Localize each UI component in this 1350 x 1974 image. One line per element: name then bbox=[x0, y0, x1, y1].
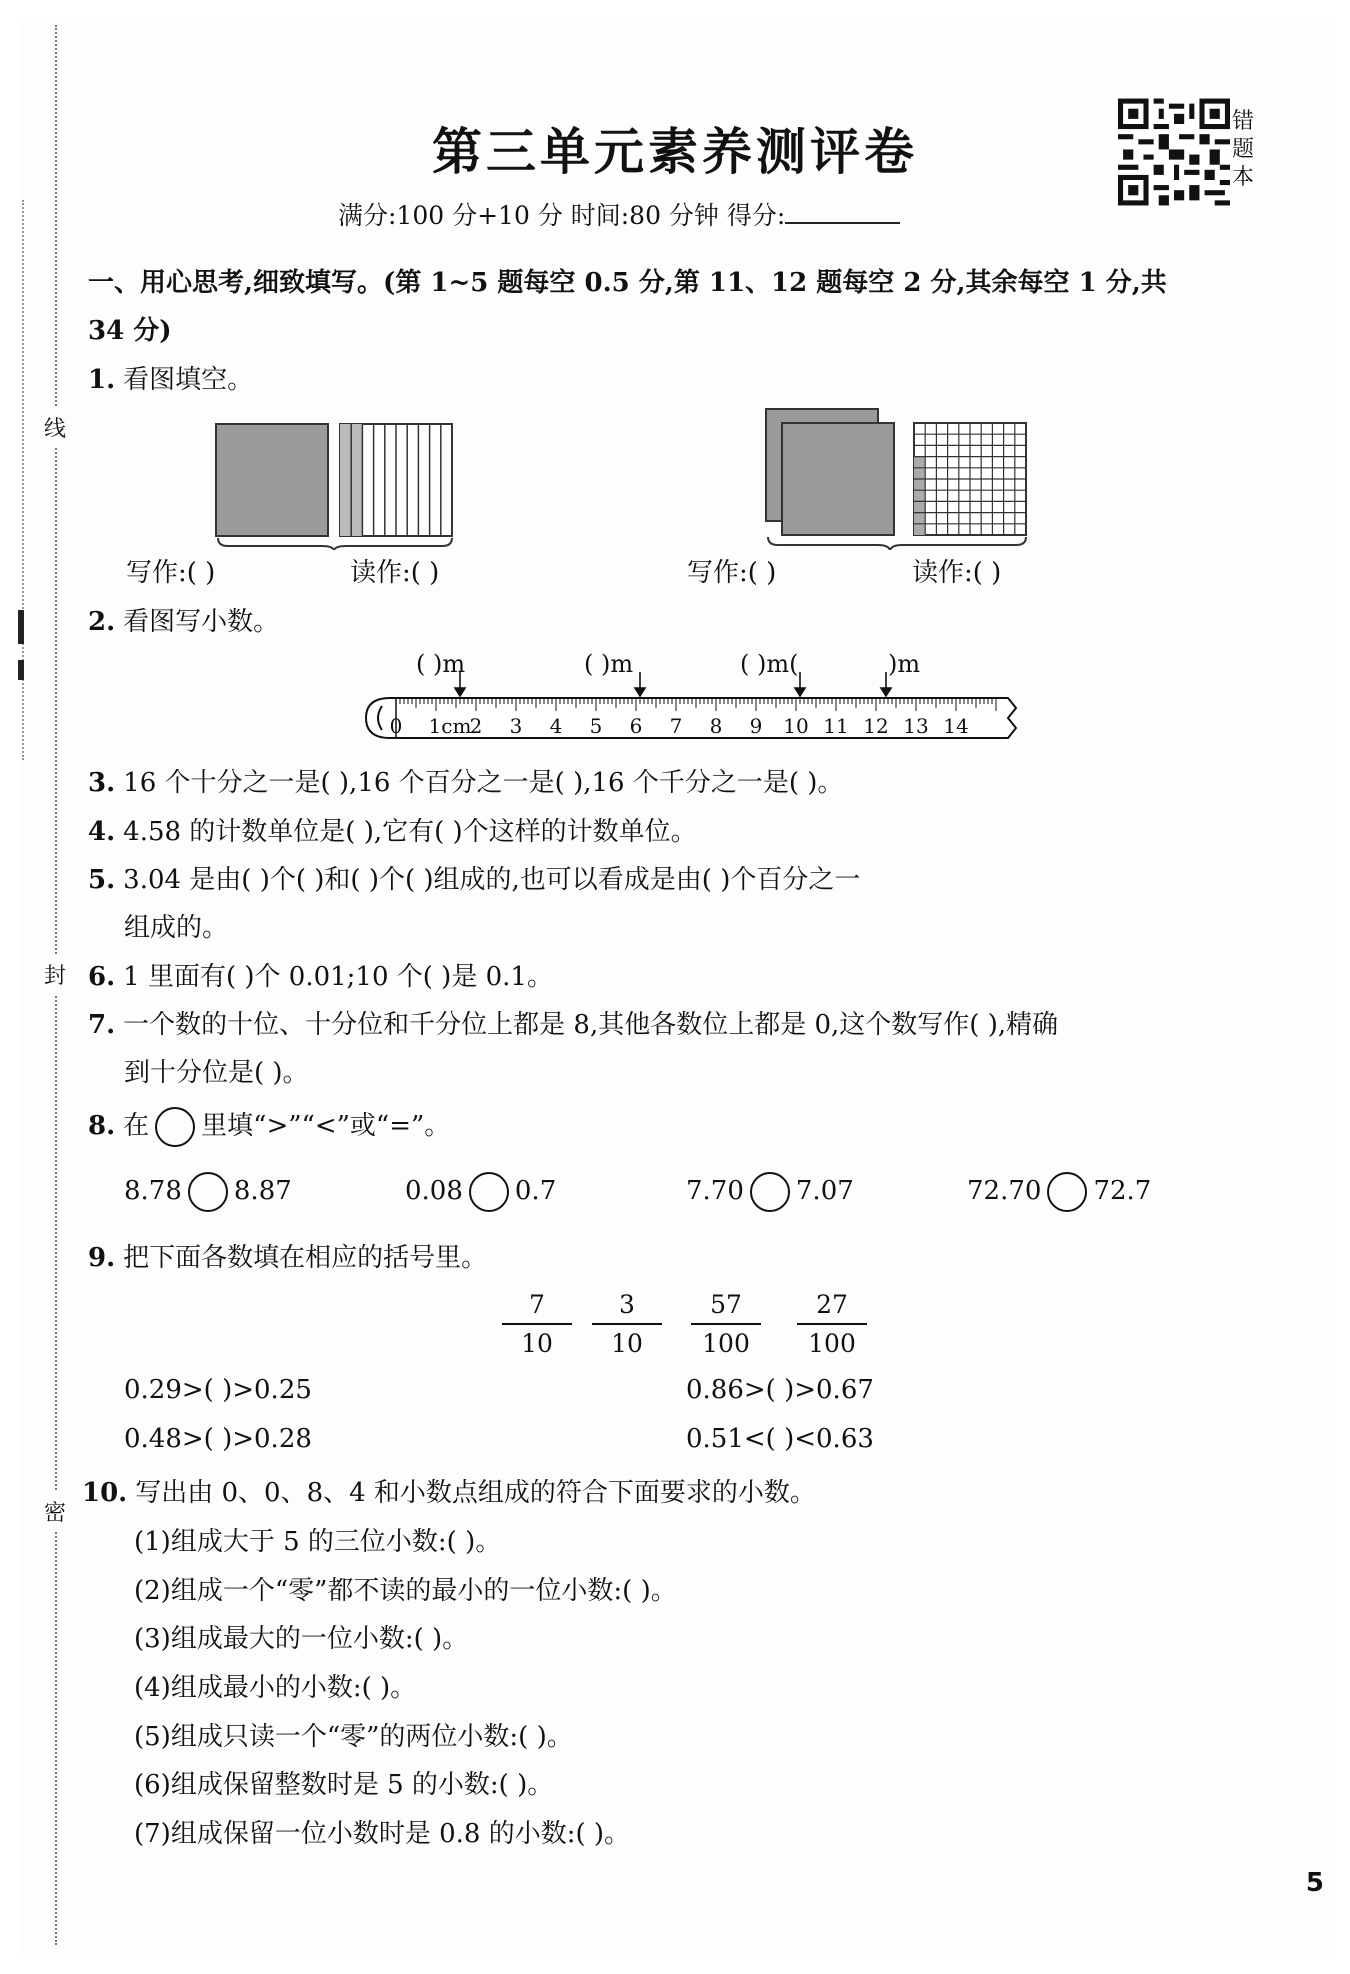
ruler-label: 8 bbox=[709, 714, 723, 738]
fraction-2 bbox=[592, 1290, 662, 1358]
q9-row-4[interactable]: 0.51<( )<0.63 bbox=[686, 1424, 874, 1454]
question-7 bbox=[88, 1004, 1058, 1041]
fraction-1 bbox=[502, 1290, 572, 1358]
question-text: 1 里面有( )个 0.01;10 个( )是 0.1。 bbox=[123, 962, 553, 992]
question-number: 2. bbox=[88, 607, 116, 637]
numerator: 3 bbox=[592, 1290, 662, 1325]
q10-item-4[interactable]: (4)组成最小的小数:( )。 bbox=[134, 1673, 417, 1703]
q10-item-1[interactable]: (1)组成大于 5 的三位小数:( )。 bbox=[134, 1527, 502, 1557]
compare-circle[interactable] bbox=[188, 1172, 228, 1212]
ruler-label: 3 bbox=[509, 714, 523, 738]
fraction-4 bbox=[797, 1290, 867, 1358]
question-number: 7. bbox=[88, 1010, 116, 1040]
binding-char-xian: 线 bbox=[44, 408, 66, 447]
q9-row-1[interactable]: 0.29>( )>0.25 bbox=[124, 1375, 312, 1405]
binding-char-feng: 封 bbox=[44, 955, 66, 994]
compare-left: 7.70 bbox=[686, 1176, 744, 1206]
compare-circle[interactable] bbox=[750, 1172, 790, 1212]
ruler-label: 1cm bbox=[428, 714, 472, 738]
binding-mark bbox=[18, 660, 24, 680]
fraction-3 bbox=[691, 1290, 761, 1358]
denominator: 100 bbox=[702, 1329, 750, 1358]
q10-item-3[interactable]: (3)组成最大的一位小数:( )。 bbox=[134, 1624, 469, 1654]
score-info bbox=[338, 196, 900, 232]
compare-left: 0.08 bbox=[405, 1176, 463, 1206]
decimal-grid-right-figure bbox=[760, 405, 1035, 550]
compare-item-3 bbox=[686, 1172, 854, 1212]
ruler-label: 6 bbox=[629, 714, 643, 738]
question-number: 8. bbox=[88, 1111, 116, 1141]
compare-item-2 bbox=[405, 1172, 556, 1212]
question-6 bbox=[88, 956, 553, 993]
question-text: 看图填空。 bbox=[123, 365, 254, 395]
question-text: 看图写小数。 bbox=[123, 607, 280, 637]
ruler-label: 4 bbox=[549, 714, 563, 738]
compare-right: 72.7 bbox=[1093, 1176, 1152, 1206]
q1-right-write[interactable]: 写作:( ) bbox=[687, 558, 777, 588]
question-text: 一个数的十位、十分位和千分位上都是 8,其他各数位上都是 0,这个数写作( ),精确 bbox=[123, 1010, 1059, 1040]
compare-left: 8.78 bbox=[124, 1176, 182, 1206]
q2-blank-1[interactable]: ( )m bbox=[416, 650, 466, 678]
question-number: 6. bbox=[88, 962, 116, 992]
compare-left: 72.70 bbox=[967, 1176, 1042, 1206]
score-info-text: 满分:100 分+10 分 时间:80 分钟 得分: bbox=[338, 201, 786, 230]
q10-item-5[interactable]: (5)组成只读一个“零”的两位小数:( )。 bbox=[134, 1722, 573, 1752]
page-number: 5 bbox=[1305, 1868, 1324, 1898]
ruler-label: 10 bbox=[783, 714, 809, 738]
question-number: 5. bbox=[88, 865, 116, 895]
ruler-label: 5 bbox=[589, 714, 603, 738]
qr-code-icon bbox=[1118, 98, 1230, 206]
ruler-label: 0 bbox=[389, 714, 403, 738]
question-10 bbox=[82, 1472, 816, 1509]
q9-row-3[interactable]: 0.48>( )>0.28 bbox=[124, 1424, 312, 1454]
ruler-label: 2 bbox=[469, 714, 483, 738]
ruler-label: 9 bbox=[749, 714, 763, 738]
q10-item-2[interactable]: (2)组成一个“零”都不读的最小的一位小数:( )。 bbox=[134, 1576, 677, 1606]
compare-right: 7.07 bbox=[795, 1176, 854, 1206]
question-3 bbox=[88, 762, 843, 799]
question-2 bbox=[88, 601, 279, 638]
compare-circle[interactable] bbox=[1047, 1172, 1087, 1212]
question-text: 3.04 是由( )个( )和( )个( )组成的,也可以看成是由( )个百分之一 bbox=[123, 865, 861, 895]
compare-right: 0.7 bbox=[514, 1176, 557, 1206]
circle-icon bbox=[155, 1107, 195, 1147]
q9-row-2[interactable]: 0.86>( )>0.67 bbox=[686, 1375, 874, 1405]
compare-right: 8.87 bbox=[233, 1176, 292, 1206]
question-8 bbox=[88, 1105, 450, 1147]
denominator: 10 bbox=[521, 1329, 553, 1358]
section-heading-cont: 34 分) bbox=[88, 316, 172, 346]
compare-item-1 bbox=[124, 1172, 292, 1212]
question-text: 在 bbox=[123, 1111, 150, 1141]
question-9 bbox=[88, 1237, 487, 1274]
question-5 bbox=[88, 859, 860, 896]
question-text: 写出由 0、0、8、4 和小数点组成的符合下面要求的小数。 bbox=[135, 1478, 816, 1508]
binding-mark bbox=[18, 610, 24, 644]
qr-label: 错题本 bbox=[1232, 109, 1255, 190]
decimal-grid-left-figure bbox=[210, 418, 460, 550]
page-title: 第三单元素养测评卷 bbox=[432, 122, 918, 181]
question-4 bbox=[88, 811, 697, 848]
q2-blank-2[interactable]: ( )m bbox=[584, 650, 634, 678]
q2-blank-3[interactable]: ( )m( bbox=[740, 650, 799, 678]
q1-left-read[interactable]: 读作:( ) bbox=[350, 558, 440, 588]
numerator: 7 bbox=[502, 1290, 572, 1325]
question-text: 16 个十分之一是( ),16 个百分之一是( ),16 个千分之一是( )。 bbox=[123, 768, 844, 798]
question-5-cont: 组成的。 bbox=[124, 913, 229, 943]
numerator: 27 bbox=[797, 1290, 867, 1325]
question-text: 里填“>”“<”或“=”。 bbox=[201, 1111, 451, 1141]
q10-item-7[interactable]: (7)组成保留一位小数时是 0.8 的小数:( )。 bbox=[134, 1819, 631, 1849]
question-number: 9. bbox=[88, 1243, 116, 1273]
score-blank bbox=[785, 198, 900, 224]
question-1 bbox=[88, 359, 253, 396]
question-7-cont: 到十分位是( )。 bbox=[124, 1058, 309, 1088]
denominator: 10 bbox=[611, 1329, 643, 1358]
ruler-label: 14 bbox=[943, 714, 969, 738]
question-number: 1. bbox=[88, 365, 116, 395]
section-heading: 一、用心思考,细致填写。(第 1~5 题每空 0.5 分,第 11、12 题每空 2 分,其余每空 1 分,共 bbox=[88, 268, 1167, 298]
question-text: 4.58 的计数单位是( ),它有( )个这样的计数单位。 bbox=[123, 817, 697, 847]
denominator: 100 bbox=[808, 1329, 856, 1358]
compare-circle[interactable] bbox=[469, 1172, 509, 1212]
question-text: 把下面各数填在相应的括号里。 bbox=[123, 1243, 488, 1273]
ruler-label: 12 bbox=[863, 714, 889, 738]
binding-char-mi: 密 bbox=[44, 1492, 66, 1531]
ruler-label: 13 bbox=[903, 714, 929, 738]
q1-right-read[interactable]: 读作:( ) bbox=[912, 558, 1002, 588]
q1-left-write[interactable]: 写作:( ) bbox=[126, 558, 216, 588]
ruler-figure bbox=[360, 672, 1025, 744]
question-number: 3. bbox=[88, 768, 116, 798]
compare-item-4 bbox=[967, 1172, 1151, 1212]
numerator: 57 bbox=[691, 1290, 761, 1325]
q2-blank-4[interactable]: )m bbox=[888, 650, 921, 678]
question-number: 10. bbox=[82, 1478, 128, 1508]
question-number: 4. bbox=[88, 817, 116, 847]
ruler-label: 11 bbox=[823, 714, 849, 738]
ruler-label: 7 bbox=[669, 714, 683, 738]
q10-item-6[interactable]: (6)组成保留整数时是 5 的小数:( )。 bbox=[134, 1770, 554, 1800]
